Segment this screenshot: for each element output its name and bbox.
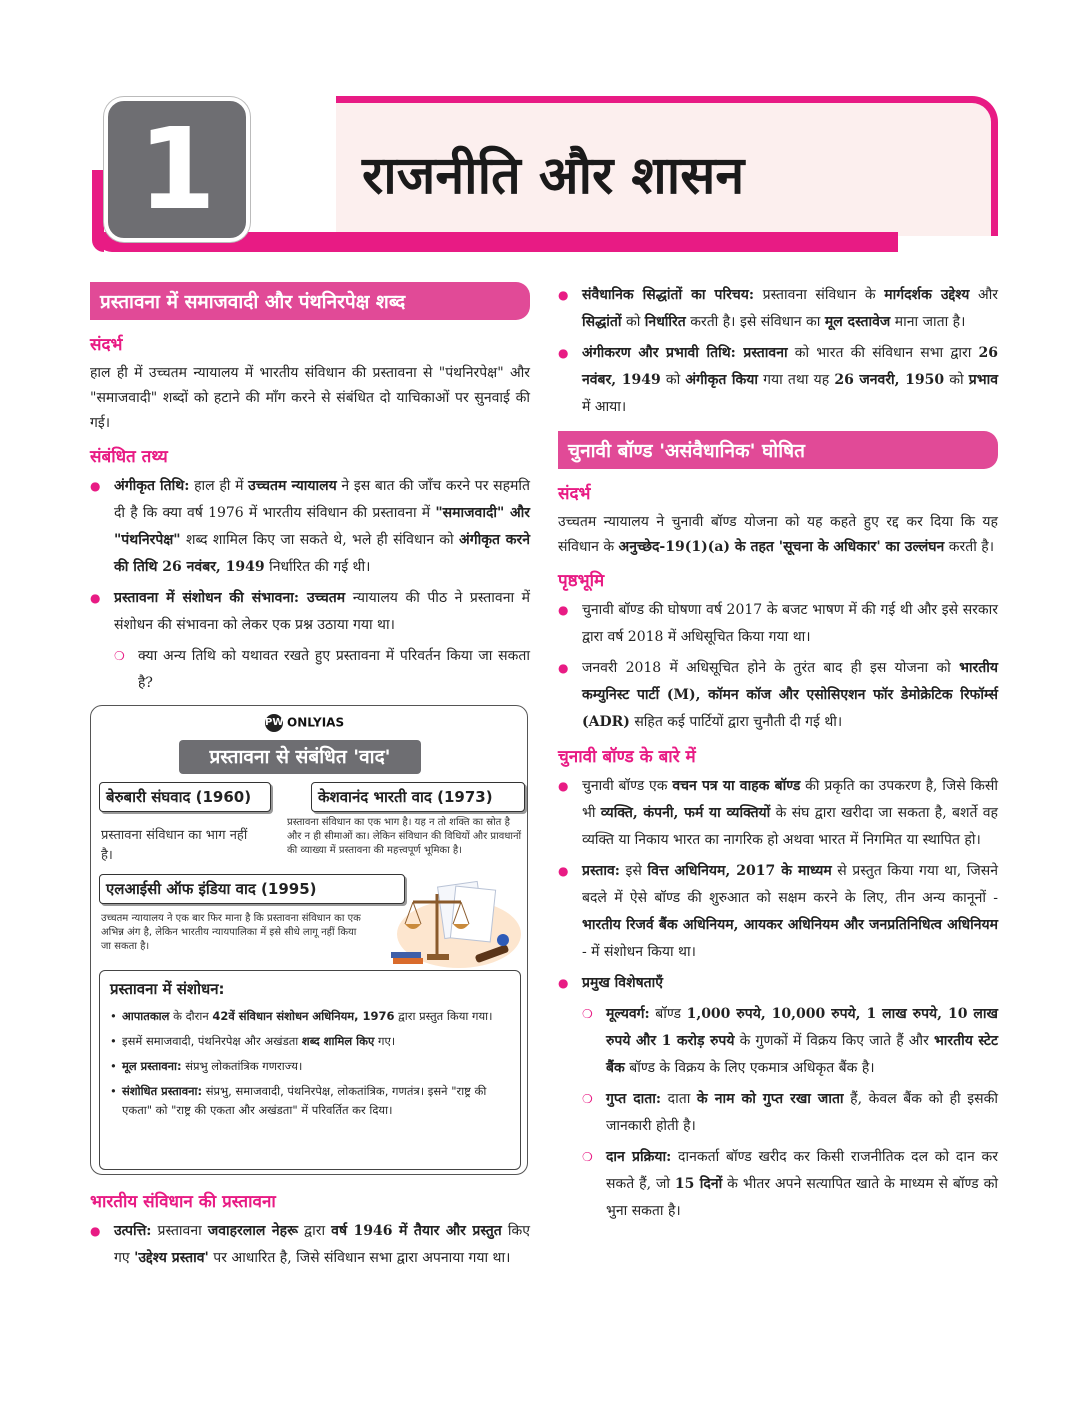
amendment-title: प्रस्तावना में संशोधन: bbox=[110, 980, 225, 998]
section-banner-preamble-words: प्रस्तावना में समाजवादी और पंथनिरपेक्ष शब्द bbox=[90, 282, 530, 320]
context-heading: संदर्भ bbox=[90, 335, 123, 355]
figure-title: प्रस्तावना से संबंधित 'वाद' bbox=[179, 740, 421, 774]
preamble-cases-figure bbox=[90, 705, 528, 1175]
context-heading: संदर्भ bbox=[558, 484, 591, 504]
list-item: ● चुनावी बॉण्ड की घोषणा वर्ष 2017 के बजट भाषण में की गई थी और इसे सरकार द्वारा वर्ष 2018 में अधिसूचित किया गया था। bbox=[558, 597, 998, 651]
list-item: ● अंगीकरण और प्रभावी तिथि: प्रस्तावना को भारत की संविधान सभा द्वारा 26 नवंबर, 1949 को अंगीकृत किया गया तथा यह 26 जनवरी, 1950 को प्रभाव में आया। bbox=[558, 340, 998, 421]
list-item: • संशोधित प्रस्तावना: संप्रभु, समाजवादी, पंथनिरपेक्ष, लोकतांत्रिक, गणतंत्र। इसने "राष्ट्र की एकता" को "राष्ट्र की एकता और अखंडता" में परिवर्तित कर दिया। bbox=[110, 1082, 510, 1120]
amendment-box bbox=[99, 970, 521, 1170]
chapter-number: 1 bbox=[104, 97, 250, 242]
onlyias-logo: PW ONLYIAS bbox=[265, 714, 344, 732]
context-text: उच्चतम न्यायालय ने चुनावी बॉण्ड योजना को यह कहते हुए रद्द कर दिया कि यह संविधान के अनुच्छेद-19(1)(a) के तहत 'सूचना के अधिकार' का उल्लंघन करती है। bbox=[558, 514, 998, 555]
right-column bbox=[558, 282, 998, 1229]
case-text-berubari: प्रस्तावना संविधान का भाग नहीं है। bbox=[101, 828, 248, 863]
list-item: ● चुनावी बॉण्ड एक वचन पत्र या वाहक बॉण्ड की प्रकृति का उपकरण है, जिसे किसी भी व्यक्ति, कंपनी, फर्म या व्यक्तियों के संघ द्वारा खरीदा जा सकता है, बशर्ते वह व्यक्ति या निकाय भारत का नागरिक हो अथवा भारत में निगमित या स्थापित हो। bbox=[558, 773, 998, 854]
left-column bbox=[90, 282, 530, 1276]
list-item: ● प्रमुख विशेषताएँ ❍ मूल्यवर्ग: बॉण्ड 1,000 रुपये, 10,000 रुपये, 1 लाख रुपये, 10 लाख रुपये और 1 करोड़ रुपये के गुणकों में विक्रय किए जाते हैं और भारतीय स्टेट बैंक बॉण्ड के विक्रय के लिए एकमात्र अधिकृत बैंक है। ❍ गुप्त दाता: दाता के नाम को गुप्त रखा जाता हैं, केवल बैंक को ही इसकी जानकारी होती है। ❍ दान प्रक्रिया: दानकर्ता बॉण्ड खरीद कर किसी राजनीतिक दल को दान कर सकते हैं, जो 15 दिनों के भीतर अपने सत्यापित खाते के माध्यम से बॉण्ड को भुना सकता है। bbox=[558, 970, 998, 1225]
list-item: ● प्रस्ताव: इसे वित्त अधिनियम, 2017 के माध्यम से प्रस्तुत किया गया था, जिसने बदले में ऐसे बॉण्ड की शुरुआत को सक्षम करने के लिए, तीन अन्य कानूनों - भारतीय रिजर्व बैंक अधिनियम, आयकर अधिनियम और जनप्रतिनिधित्व अधिनियम - में संशोधन किया था। bbox=[558, 858, 998, 966]
context-text: हाल ही में उच्चतम न्यायालय में भारतीय संविधान की प्रस्तावना से "पंथनिरपेक्ष" और "समाजवादी" शब्दों को हटाने की माँग करने से संबंधित दो याचिकाओं पर सुनवाई की गई। bbox=[90, 365, 530, 431]
section-banner-electoral-bonds: चुनावी बॉण्ड 'असंवैधानिक' घोषित bbox=[558, 431, 998, 469]
preamble-continued-list bbox=[558, 282, 998, 421]
list-item: ● संवैधानिक सिद्धांतों का परिचय: प्रस्तावना संविधान के मार्गदर्शक उद्देश्य और सिद्धांतों को निर्धारित करती है। इसे संविधान का मूल दस्तावेज माना जाता है। bbox=[558, 282, 998, 336]
facts-list bbox=[90, 473, 530, 697]
background-list bbox=[558, 597, 998, 736]
about-list bbox=[558, 773, 998, 1225]
sub-list-item: ❍ क्या अन्य तिथि को यथावत रखते हुए प्रस्तावना में परिवर्तन किया जा सकता है? bbox=[114, 643, 530, 697]
header-left-accent bbox=[92, 170, 104, 252]
background-heading: पृष्ठभूमि bbox=[558, 571, 605, 591]
case-label-berubari: बेरुबारी संघवाद (1960) bbox=[99, 782, 271, 812]
list-item: • आपातकाल के दौरान 42वें संविधान संशोधन अधिनियम, 1976 द्वारा प्रस्तुत किया गया। bbox=[110, 1007, 510, 1026]
related-facts-heading: संबंधित तथ्य bbox=[90, 447, 168, 467]
case-label-kesavananda: केशवानंद भारती वाद (1973) bbox=[311, 782, 525, 812]
header-accent bbox=[991, 170, 998, 182]
sub-list-item: ❍ गुप्त दाता: दाता के नाम को गुप्त रखा जाता हैं, केवल बैंक को ही इसकी जानकारी होती है। bbox=[582, 1086, 998, 1140]
case-text-kesavananda: प्रस्तावना संविधान का एक भाग है। यह न तो शक्ति का स्रोत है और न ही सीमाओं का। लेकिन संविधान की विधियों और प्रावधानों की व्याख्या में प्रस्तावना की महत्त्वपूर्ण भूमिका है। bbox=[287, 817, 522, 856]
list-item: • मूल प्रस्तावना: संप्रभु लोकतांत्रिक गणराज्य। bbox=[110, 1057, 510, 1076]
chapter-title: राजनीति और शासन bbox=[362, 146, 745, 206]
preamble-heading: भारतीय संविधान की प्रस्तावना bbox=[90, 1192, 276, 1212]
list-item: ● प्रस्तावना में संशोधन की संभावना: उच्चतम न्यायालय की पीठ ने प्रस्तावना में संशोधन की संभावना को लेकर एक प्रश्न उठाया गया था। ❍ क्या अन्य तिथि को यथावत रखते हुए प्रस्तावना में परिवर्तन किया जा सकता है? bbox=[90, 585, 530, 697]
about-heading: चुनावी बॉण्ड के बारे में bbox=[558, 747, 696, 767]
sub-list-item: ❍ मूल्यवर्ग: बॉण्ड 1,000 रुपये, 10,000 रुपये, 1 लाख रुपये, 10 लाख रुपये और 1 करोड़ रुपये के गुणकों में विक्रय किए जाते हैं और भारतीय स्टेट बैंक बॉण्ड के विक्रय के लिए एकमात्र अधिकृत बैंक है। bbox=[582, 1001, 998, 1082]
list-item: ● अंगीकृत तिथि: हाल ही में उच्चतम न्यायालय ने इस बात की जाँच करने पर सहमति दी है कि क्या वर्ष 1976 में भारतीय संविधान की प्रस्तावना में "समाजवादी" और "पंथनिरपेक्ष" शब्द शामिल किए जा सकते थे, भले ही संविधान को अंगीकृत करने की तिथि 26 नवंबर, 1949 निर्धारित की गई थी। bbox=[90, 473, 530, 581]
preamble-list bbox=[90, 1218, 530, 1272]
justice-scale-illustration bbox=[391, 874, 521, 970]
list-item: ● जनवरी 2018 में अधिसूचित होने के तुरंत बाद ही इस योजना को भारतीय कम्युनिस्ट पार्टी (M), कॉमन कॉज और एसोसिएशन फॉर डेमोक्रेटिक रिफॉर्म्स (ADR) सहित कई पार्टियों द्वारा चुनौती दी गई थी। bbox=[558, 655, 998, 736]
list-item: • इसमें समाजवादी, पंथनिरपेक्ष और अखंडता शब्द शामिल किए गए। bbox=[110, 1032, 510, 1051]
case-label-lic: एलआईसी ऑफ इंडिया वाद (1995) bbox=[99, 874, 405, 904]
list-item: ● उत्पत्ति: प्रस्तावना जवाहरलाल नेहरू द्वारा वर्ष 1946 में तैयार और प्रस्तुत किए गए 'उद्देश्य प्रस्ताव' पर आधारित है, जिसे संविधान सभा द्वारा अपनाया गया था। bbox=[90, 1218, 530, 1272]
case-text-lic: उच्चतम न्यायालय ने एक बार फिर माना है कि प्रस्तावना संविधान का एक अभिन्न अंग है, लेकिन भारतीय न्यायपालिका में इसे सीधे लागू नहीं किया जा सकता है। bbox=[101, 913, 361, 952]
sub-list-item: ❍ दान प्रक्रिया: दानकर्ता बॉण्ड खरीद कर किसी राजनीतिक दल को दान कर सकते हैं, जो 15 दिनों के भीतर अपने सत्यापित खाते के माध्यम से बॉण्ड को भुना सकता है। bbox=[582, 1144, 998, 1225]
